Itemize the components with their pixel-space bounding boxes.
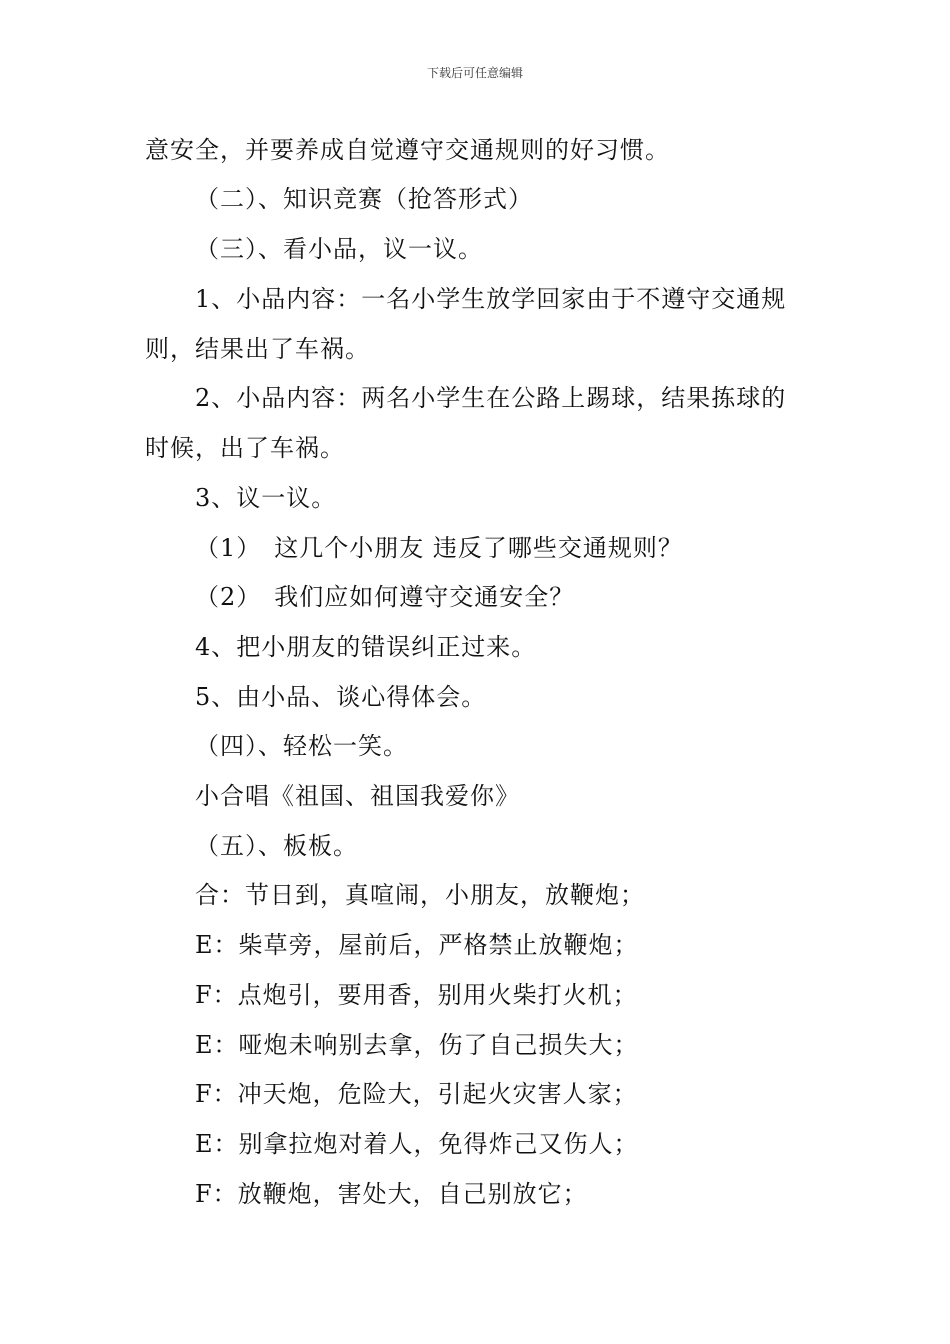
text-line: E：别拿拉炮对着人，免得炸己又伤人； [195, 1130, 639, 1158]
text-line: 合：节日到，真喧闹，小朋友，放鞭炮； [195, 881, 645, 909]
page-header: 下载后可任意编辑 [426, 66, 523, 80]
text-line: 1、小品内容：一名小学生放学回家由于不遵守交通规 [195, 285, 787, 313]
text-line: 5、由小品、谈心得体会。 [195, 683, 487, 711]
text-line: 2、小品内容：两名小学生在公路上踢球，结果拣球的 [195, 384, 787, 412]
text-line: （二）、知识竞赛（抢答形式） [195, 185, 533, 213]
text-line: （三）、看小品，议一议。 [195, 235, 483, 263]
text-line: 意安全，并要养成自觉遵守交通规则的好习惯。 [145, 136, 670, 164]
text-line: E：哑炮未响别去拿，伤了自己损失大； [195, 1031, 639, 1059]
text-line: 4、把小朋友的错误纠正过来。 [195, 633, 537, 661]
text-line: （1） 这几个小朋友 违反了哪些交通规则？ [195, 534, 683, 562]
text-line: 时候，出了车祸。 [145, 434, 345, 462]
text-line: F：点炮引，要用香，别用火柴打火机； [195, 981, 638, 1009]
text-line: F：冲天炮，危险大，引起火灾害人家； [195, 1080, 638, 1108]
text-line: （2） 我们应如何遵守交通安全？ [195, 583, 575, 611]
text-line: 3、议一议。 [195, 484, 337, 512]
text-line: 小合唱《祖国、祖国我爱你》 [195, 782, 520, 810]
text-line: 则，结果出了车祸。 [145, 335, 370, 363]
text-line: E：柴草旁，屋前后，严格禁止放鞭炮； [195, 931, 639, 959]
text-line: F：放鞭炮，害处大，自己别放它； [195, 1180, 588, 1208]
text-line: （五）、板板。 [195, 832, 358, 860]
text-line: （四）、轻松一笑。 [195, 732, 408, 760]
